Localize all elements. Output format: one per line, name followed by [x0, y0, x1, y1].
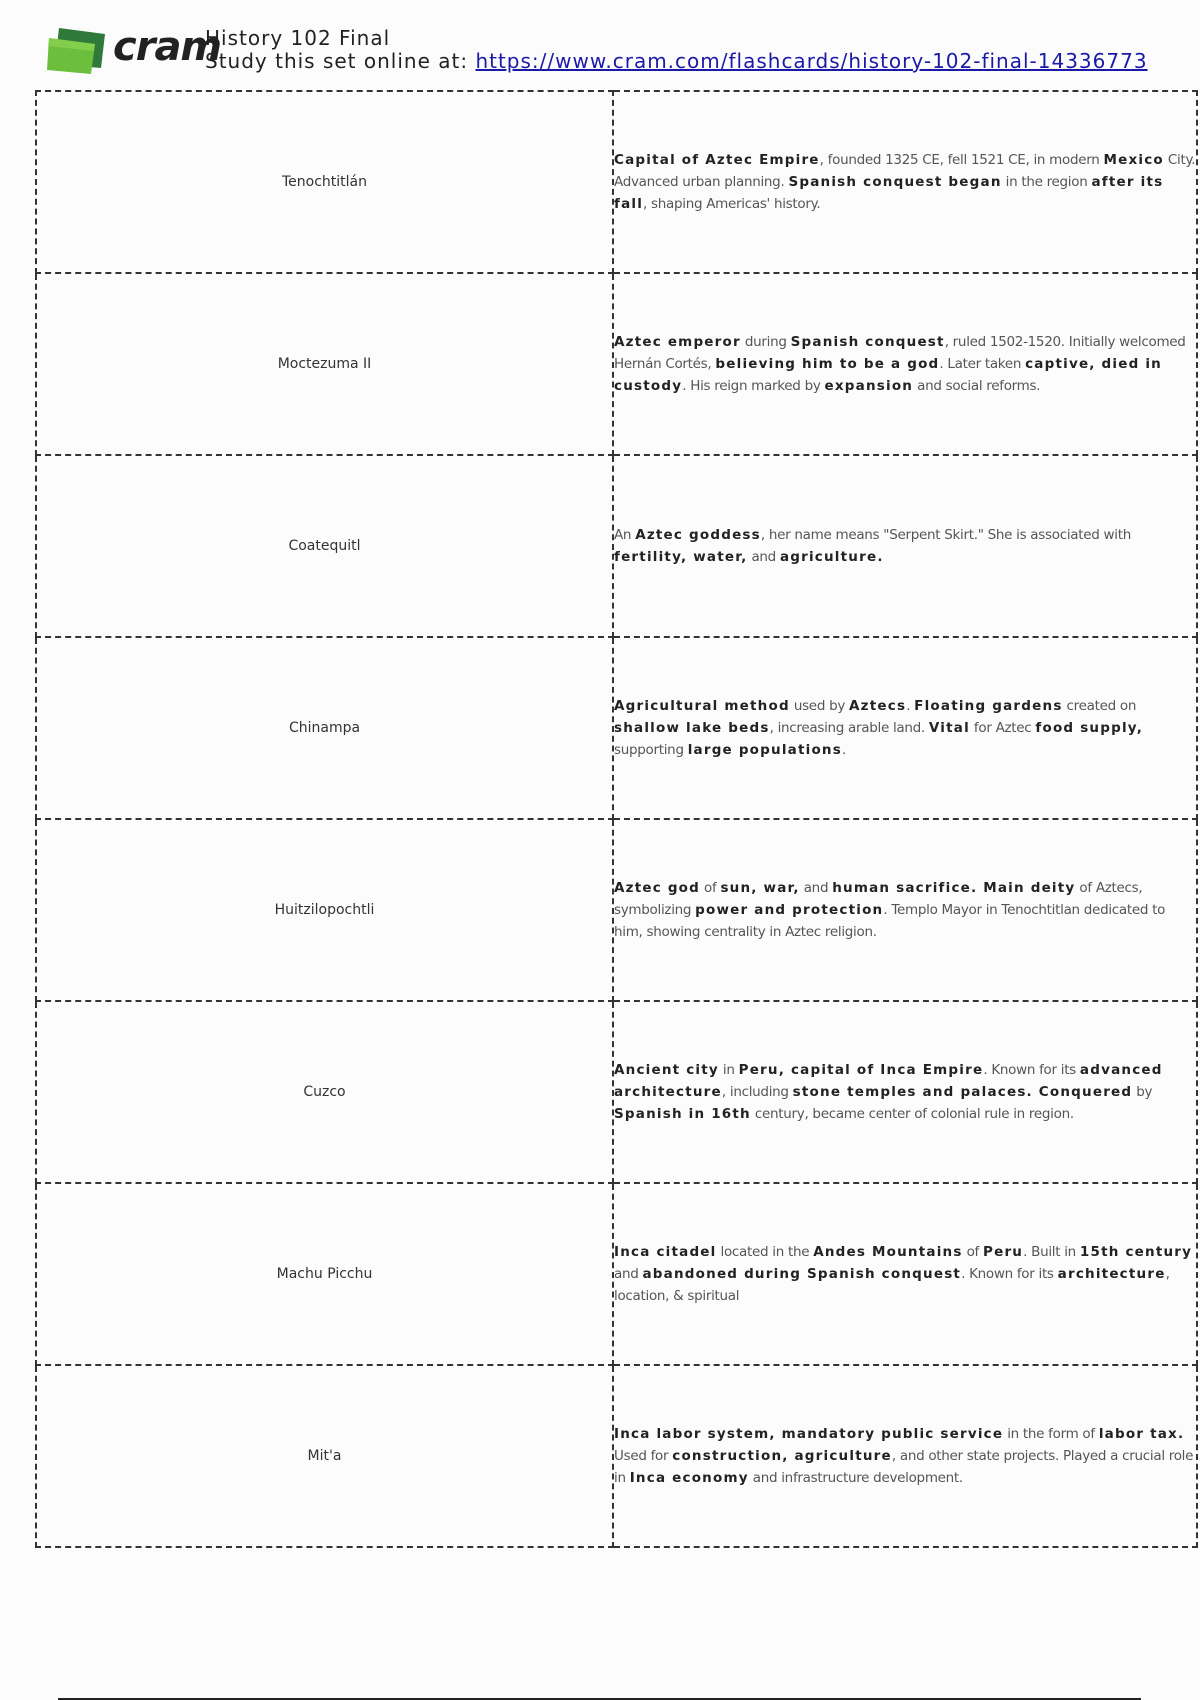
definition-text: and: [614, 1266, 643, 1282]
definition-bold-text: abandoned during Spanish conquest: [642, 1266, 962, 1282]
definition-bold-text: Agricultural method: [614, 698, 790, 714]
definition-bold-text: construction, agriculture: [672, 1448, 892, 1464]
flashcard-table: [35, 90, 1198, 1548]
definition-bold-text: Capital of Aztec Empire: [614, 152, 820, 168]
definition-text: .: [906, 698, 915, 714]
definition-text: located in the: [716, 1244, 814, 1260]
definition-text: , shaping Americas' history.: [643, 196, 821, 212]
definition-bold-text: labor tax.: [1098, 1426, 1185, 1442]
definition-bold-text: Aztecs: [849, 698, 907, 714]
set-link[interactable]: https://www.cram.com/flashcards/history-102-final-14336773: [475, 49, 1148, 73]
definition-text: of Aztecs, symbolizing: [614, 880, 1143, 918]
definition-bold-text: Spanish conquest began: [788, 174, 1002, 190]
definition-bold-text: fertility, water,: [614, 549, 748, 565]
definition-bold-text: Inca economy: [629, 1470, 749, 1486]
page-header: [45, 22, 1165, 80]
flashcard-row: [36, 273, 1197, 455]
definition-text: , her name means "Serpent Skirt." She is associated with: [760, 527, 1131, 543]
study-online-prefix: Study this set online at:: [205, 49, 476, 73]
definition-bold-text: Ancient city: [614, 1062, 719, 1078]
definition-text: century, became center of colonial rule in region.: [750, 1106, 1074, 1122]
definition-text: used by: [789, 698, 850, 714]
card-term: Tenochtitlán: [36, 91, 613, 273]
definition-text: .: [841, 742, 846, 758]
definition-bold-text: Spanish conquest: [790, 334, 945, 350]
card-term: Cuzco: [36, 1001, 613, 1183]
card-definition: [613, 819, 1197, 1001]
definition-bold-text: Aztec god: [614, 880, 701, 896]
definition-text: , including: [721, 1084, 793, 1100]
definition-text: and: [747, 549, 780, 565]
definition-text: . Known for its: [961, 1266, 1058, 1282]
card-term: Huitzilopochtli: [36, 819, 613, 1001]
card-term: Mit'a: [36, 1365, 613, 1547]
definition-bold-text: large populations: [687, 742, 842, 758]
study-online-line: [205, 49, 1148, 73]
definition-text: An: [614, 527, 636, 543]
definition-text: for Aztec: [969, 720, 1036, 736]
definition-bold-text: Peru: [983, 1244, 1024, 1260]
definition-bold-text: food supply,: [1035, 720, 1144, 736]
definition-text: . His reign marked by: [682, 378, 825, 394]
flashcard-row: [36, 1001, 1197, 1183]
definition-bold-text: agriculture.: [779, 549, 884, 565]
definition-text: of: [700, 880, 721, 896]
definition-bold-text: believing him to be a god: [715, 356, 940, 372]
card-definition: [613, 91, 1197, 273]
definition-text: created on: [1062, 698, 1137, 714]
definition-text: of: [962, 1244, 983, 1260]
definition-bold-text: Vital: [928, 720, 970, 736]
definition-bold-text: captive, died in custody: [614, 356, 1162, 394]
definition-text: Used for: [614, 1448, 673, 1464]
definition-text: , ruled 1502-1520. Initially welcomed Hernán Cortés,: [614, 334, 1186, 372]
definition-bold-text: Floating gardens: [914, 698, 1063, 714]
definition-bold-text: Aztec emperor: [614, 334, 741, 350]
definition-text: in the form of: [1003, 1426, 1099, 1442]
definition-text: during: [740, 334, 791, 350]
definition-bold-text: power and protection: [695, 902, 884, 918]
definition-text: City. Advanced urban planning.: [614, 152, 1196, 190]
flashcard-row: [36, 819, 1197, 1001]
definition-text: . Templo Mayor in Tenochtitlan dedicated to him, showing centrality in Aztec religion.: [614, 902, 1166, 940]
card-definition: [613, 455, 1197, 637]
definition-text: and: [799, 880, 833, 896]
card-definition: [613, 1365, 1197, 1547]
definition-bold-text: architecture: [1057, 1266, 1166, 1282]
definition-text: and social reforms.: [913, 378, 1041, 394]
card-definition: [613, 1001, 1197, 1183]
definition-text: in the region: [1001, 174, 1092, 190]
document-title: History 102 Final: [205, 26, 391, 50]
flashcard-row: [36, 1183, 1197, 1365]
cram-logo-icon: [45, 24, 111, 76]
card-definition: [613, 1183, 1197, 1365]
definition-bold-text: Aztec goddess: [635, 527, 761, 543]
logo-wordmark: cram: [113, 24, 222, 70]
definition-bold-text: advanced architecture: [614, 1062, 1163, 1100]
definition-text: , and other state projects. Played a crucial role in: [614, 1448, 1194, 1486]
definition-bold-text: 15th century: [1079, 1244, 1193, 1260]
definition-bold-text: Spanish in 16th: [614, 1106, 751, 1122]
definition-bold-text: after its fall: [614, 174, 1164, 212]
card-definition: [613, 273, 1197, 455]
definition-text: . Later taken: [939, 356, 1026, 372]
definition-bold-text: Andes Mountains: [813, 1244, 963, 1260]
definition-bold-text: Mexico: [1103, 152, 1164, 168]
definition-text: and infrastructure development.: [748, 1470, 963, 1486]
cram-logo[interactable]: [45, 22, 222, 80]
definition-text: by: [1132, 1084, 1153, 1100]
card-term: Machu Picchu: [36, 1183, 613, 1365]
card-term: Coatequitl: [36, 455, 613, 637]
definition-bold-text: sun, war,: [720, 880, 800, 896]
definition-text: in: [718, 1062, 739, 1078]
card-term: Moctezuma II: [36, 273, 613, 455]
definition-bold-text: expansion: [824, 378, 914, 394]
definition-text: , location, & spiritual: [614, 1266, 1170, 1304]
card-definition: [613, 637, 1197, 819]
flashcard-row: [36, 91, 1197, 273]
definition-bold-text: shallow lake beds: [614, 720, 770, 736]
definition-text: supporting: [614, 742, 688, 758]
flashcard-row: [36, 637, 1197, 819]
definition-bold-text: Inca citadel: [614, 1244, 717, 1260]
definition-bold-text: Inca labor system, mandatory public service: [614, 1426, 1004, 1442]
definition-bold-text: human sacrifice. Main deity: [832, 880, 1076, 896]
definition-bold-text: Peru, capital of Inca Empire: [738, 1062, 984, 1078]
definition-text: , increasing arable land.: [769, 720, 929, 736]
definition-text: , founded 1325 CE, fell 1521 CE, in modern: [819, 152, 1104, 168]
definition-text: . Built in: [1023, 1244, 1080, 1260]
definition-text: . Known for its: [983, 1062, 1080, 1078]
flashcard-row: [36, 1365, 1197, 1547]
card-term: Chinampa: [36, 637, 613, 819]
definition-bold-text: stone temples and palaces. Conquered: [792, 1084, 1133, 1100]
flashcard-row: [36, 455, 1197, 637]
